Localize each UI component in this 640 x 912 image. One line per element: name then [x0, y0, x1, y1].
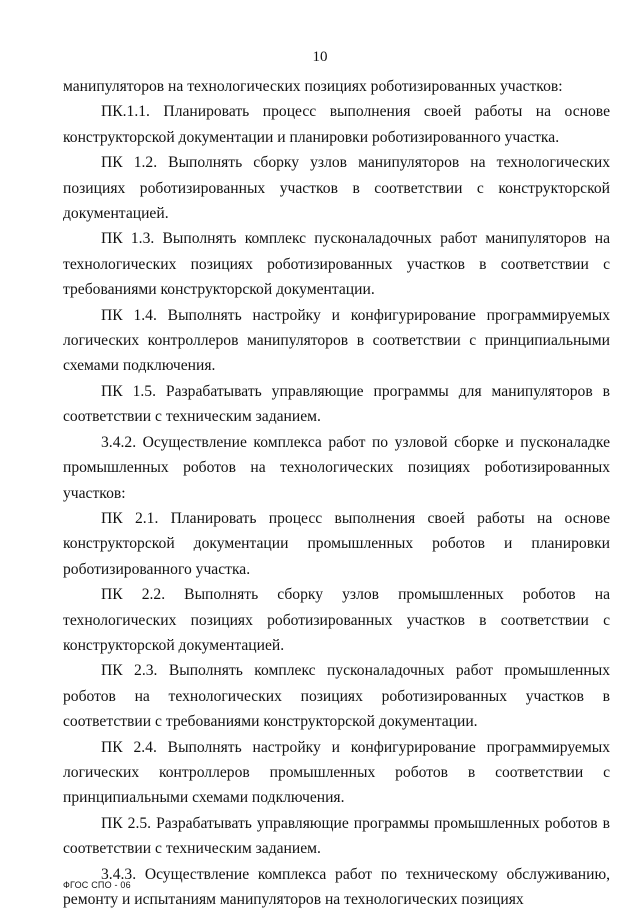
paragraph-pk-1-1: ПК.1.1. Планировать процесс выполнения своей работы на основе конструкторской документации и планировки роботизированного участка.	[63, 103, 610, 146]
paragraph-pk-1-3: ПК 1.3. Выполнять комплекс пусконаладочных работ манипуляторов на технологических позициях роботизированных участков в соответствии с требованиями конструкторской документации.	[63, 230, 610, 299]
document-body	[63, 74, 610, 912]
paragraph-pk-2-3: ПК 2.3. Выполнять комплекс пусконаладочных работ промышленных роботов на технологических позициях роботизированных участков в соответствии с требованиями конструкторской документации.	[63, 662, 610, 731]
paragraph-section-3-4-3: 3.4.3. Осуществление комплекса работ по техническому обслуживанию, ремонту и испытаниям манипуляторов на технологических позициях	[63, 865, 610, 908]
footer-code: ФГОС СПО - 06	[63, 880, 131, 890]
paragraph-pk-2-1: ПК 2.1. Планировать процесс выполнения своей работы на основе конструкторской документации промышленных роботов и планировки роботизированного участка.	[63, 509, 610, 578]
paragraph-pk-1-5: ПК 1.5. Разрабатывать управляющие программы для манипуляторов в соответствии с техническим заданием.	[63, 382, 610, 426]
paragraph-section-3-4-2: 3.4.2. Осуществление комплекса работ по узловой сборке и пусконаладке промышленных роботов на технологических позициях роботизированных участков:	[63, 433, 610, 502]
paragraph-pk-2-5: ПК 2.5. Разрабатывать управляющие программы промышленных роботов в соответствии с техническим заданием.	[63, 814, 610, 858]
paragraph-pk-2-2: ПК 2.2. Выполнять сборку узлов промышленных роботов на технологических позициях роботизированных участков в соответствии с конструкторской документацией.	[63, 586, 610, 654]
paragraph-pk-1-2: ПК 1.2. Выполнять сборку узлов манипуляторов на технологических позициях роботизированных участков в соответствии с конструкторской документацией.	[63, 154, 610, 223]
paragraph-continuation: манипуляторов на технологических позициях роботизированных участков:	[63, 78, 563, 95]
paragraph-pk-2-4: ПК 2.4. Выполнять настройку и конфигурирование программируемых логических контроллеров промышленных роботов в соответствии с принципиальными схемами подключения.	[63, 738, 610, 807]
page-number: 10	[312, 49, 328, 65]
paragraph-pk-1-4: ПК 1.4. Выполнять настройку и конфигурирование программируемых логических контроллеров манипуляторов в соответствии с принципиальными схемами подключения.	[63, 306, 610, 375]
